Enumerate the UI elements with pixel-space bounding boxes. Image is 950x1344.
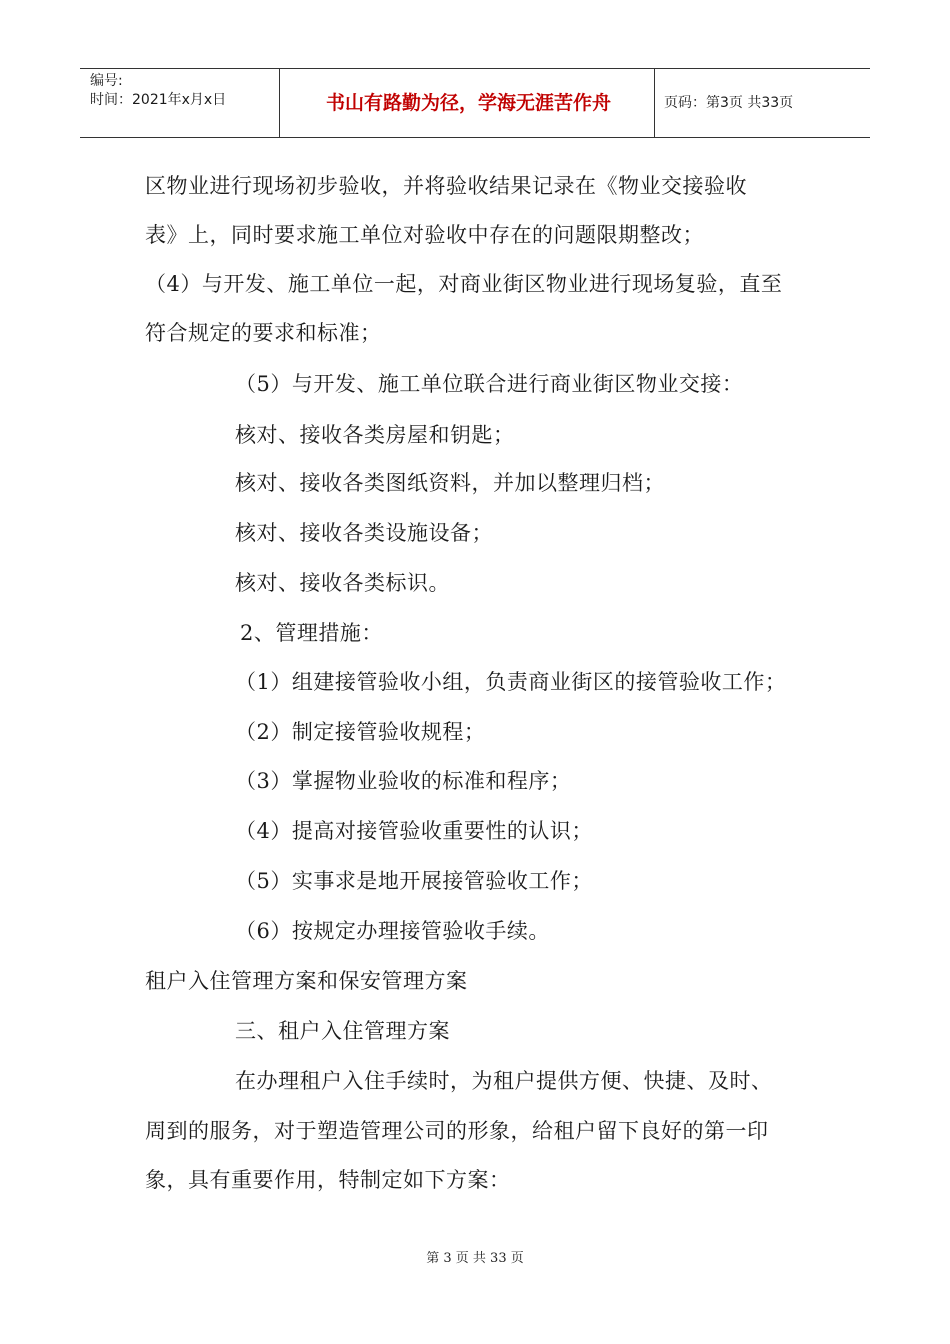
body-line: （5）与开发、施工单位联合进行商业街区物业交接： (235, 372, 744, 396)
body-line: （4）与开发、施工单位一起，对商业街区物业进行现场复验，直至 (145, 272, 783, 296)
document-time-label: 时间：2021年x月x日 (90, 92, 227, 108)
body-line: （1）组建接管验收小组，负责商业街区的接管验收工作； (235, 670, 787, 694)
body-line: （2）制定接管验收规程； (235, 720, 486, 744)
section-heading: 三、租户入住管理方案 (235, 1019, 450, 1043)
body-line: 符合规定的要求和标准； (145, 321, 382, 345)
body-line: （3）掌握物业验收的标准和程序； (235, 769, 572, 793)
body-line: 象，具有重要作用，特制定如下方案： (145, 1168, 511, 1192)
body-line: 核对、接收各类设施设备； (235, 521, 493, 545)
header-meta (80, 69, 280, 137)
body-line: 核对、接收各类图纸资料，并加以整理归档； (235, 471, 665, 495)
body-line: 在办理租户入住手续时，为租户提供方便、快捷、及时、 (235, 1069, 773, 1093)
body-line: （5）实事求是地开展接管验收工作； (235, 869, 593, 893)
body-line: （4）提高对接管验收重要性的认识； (235, 819, 593, 843)
section-title: 租户入住管理方案和保安管理方案 (145, 969, 468, 993)
header-motto: 书山有路勤为径，学海无涯苦作舟 (283, 69, 655, 137)
header-page-info: 页码：第3页 共33页 (664, 95, 794, 111)
body-line: 周到的服务，对于塑造管理公司的形象，给租户留下良好的第一印 (145, 1119, 769, 1143)
body-line: （6）按规定办理接管验收手续。 (235, 919, 550, 943)
body-line: 核对、接收各类标识。 (235, 571, 450, 595)
body-line: 区物业进行现场初步验收，并将验收结果记录在《物业交接验收 (145, 174, 747, 198)
page-header (80, 68, 870, 138)
body-line: 表》上，同时要求施工单位对验收中存在的问题限期整改； (145, 223, 704, 247)
section-heading: 2、管理措施： (240, 621, 383, 645)
page-footer: 第 3 页 共 33 页 (426, 1251, 524, 1266)
document-number-label: 编号: (90, 73, 123, 89)
body-line: 核对、接收各类房屋和钥匙； (235, 423, 515, 447)
